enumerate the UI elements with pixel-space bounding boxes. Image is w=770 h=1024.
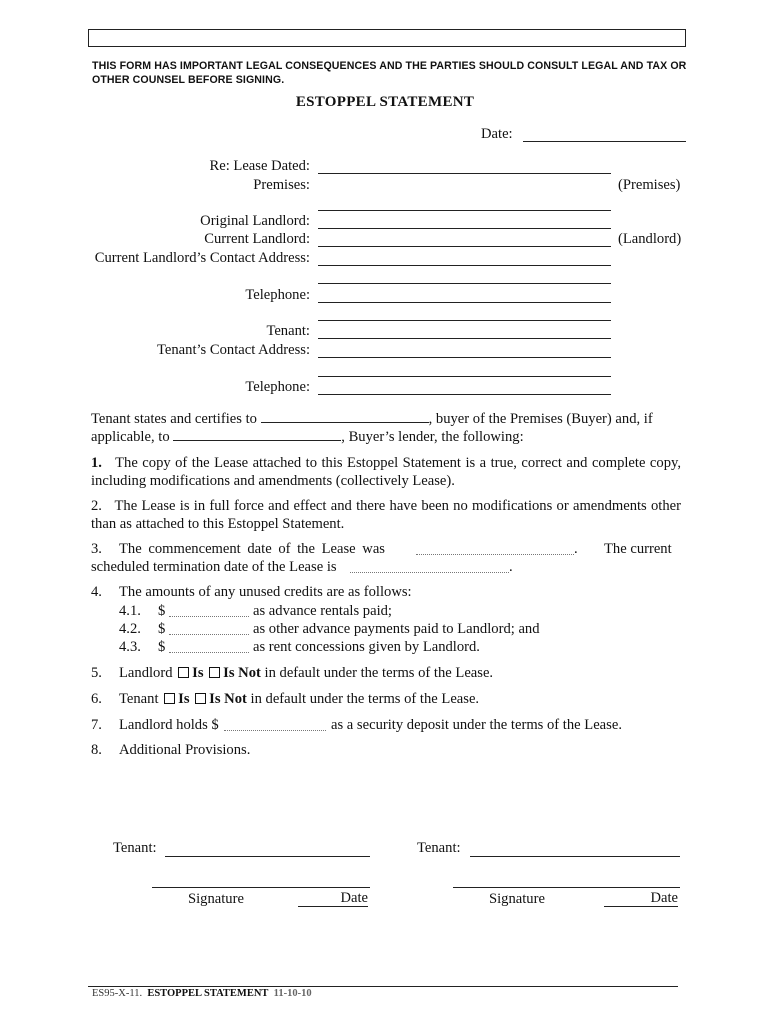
buyer-field[interactable]	[261, 422, 429, 423]
tenant-contact-label: Tenant’s Contact Address:	[157, 342, 310, 358]
lender-field[interactable]	[173, 440, 341, 441]
item-4-text: The amounts of any unused credits are as follows:	[119, 584, 412, 600]
intro-line-2	[91, 428, 524, 446]
item-6-number: 6.	[91, 691, 102, 707]
current-landlord-field[interactable]	[318, 246, 611, 247]
item-5-text-a: Landlord	[119, 665, 173, 681]
item-4-2-number: 4.2.	[119, 621, 141, 637]
intro-text-d: , Buyer’s lender, the following:	[341, 429, 524, 445]
item-5-is-not: Is Not	[223, 665, 261, 681]
tenant-contact-field[interactable]	[318, 357, 611, 358]
footer-divider	[88, 986, 678, 987]
intro-text-b: , buyer of the Premises (Buyer) and, if	[428, 411, 653, 427]
item-1-text: The copy of the Lease attached to this Estoppel Statement is a true, correct and complete copy, including modifications and amendments (collectively Lease).	[91, 455, 681, 489]
item-4-1-text: as advance rentals paid;	[253, 603, 392, 619]
date-field[interactable]	[523, 141, 686, 142]
tenant-field[interactable]	[318, 338, 611, 339]
item-5-is: Is	[192, 665, 204, 681]
signature-left-label: Signature	[188, 891, 244, 907]
footer-code: ES95-X-11.	[92, 988, 143, 999]
security-deposit-field[interactable]	[224, 717, 326, 731]
item-6-is: Is	[178, 691, 190, 707]
item-2	[91, 497, 681, 533]
tenant-contact-field-2[interactable]	[318, 376, 611, 377]
intro-text-a: Tenant states and certifies to	[91, 411, 257, 427]
page-title: ESTOPPEL STATEMENT	[295, 94, 475, 110]
signature-right-line[interactable]	[453, 887, 680, 888]
header-box	[88, 29, 686, 47]
item-3-text-c: The current	[604, 541, 672, 557]
intro-text-c: applicable, to	[91, 429, 170, 445]
item-6-text-b: in default under the terms of the Lease.	[250, 691, 480, 707]
signature-left-line[interactable]	[152, 887, 370, 888]
lease-dated-field[interactable]	[318, 173, 611, 174]
tenant-is-checkbox[interactable]	[164, 693, 175, 704]
premises-field[interactable]	[318, 210, 611, 211]
item-6-is-not: Is Not	[209, 691, 247, 707]
tenant-is-not-checkbox[interactable]	[195, 693, 206, 704]
tenant-left-label: Tenant:	[113, 840, 157, 856]
tenant-right-label: Tenant:	[417, 840, 461, 856]
landlord-contact-field-2[interactable]	[318, 283, 611, 284]
item-4-3-number: 4.3.	[119, 639, 141, 655]
item-1	[91, 454, 681, 490]
tenant-label: Tenant:	[266, 323, 310, 339]
item-2-text: The Lease is in full force and effect and there have been no modifications or amendments other than as attached to this Estoppel Statement.	[91, 498, 681, 532]
landlord-suffix: (Landlord)	[618, 231, 682, 247]
item-8-text: Additional Provisions.	[119, 742, 251, 758]
rent-concessions-field[interactable]	[169, 639, 249, 653]
landlord-telephone-field[interactable]	[318, 302, 611, 303]
lease-dated-label: Re: Lease Dated:	[209, 158, 310, 174]
item-4-2-dollar: $	[158, 621, 166, 637]
item-3-text-e: .	[509, 559, 513, 575]
date-label: Date:	[481, 126, 513, 142]
tenant-right-name-field[interactable]	[470, 856, 680, 857]
commencement-date-field[interactable]	[416, 541, 574, 555]
item-4-3-text: as rent concessions given by Landlord.	[253, 639, 480, 655]
termination-date-field[interactable]	[350, 559, 509, 573]
item-4-3-dollar: $	[158, 639, 166, 655]
signature-right-label: Signature	[489, 891, 545, 907]
item-7-number: 7.	[91, 717, 102, 733]
tenant-field-line[interactable]	[318, 320, 611, 321]
item-4-number: 4.	[91, 584, 102, 600]
advance-payments-field[interactable]	[169, 621, 249, 635]
tenant-telephone-label: Telephone:	[245, 379, 310, 395]
tenant-telephone-field[interactable]	[318, 394, 611, 395]
legal-warning: THIS FORM HAS IMPORTANT LEGAL CONSEQUENCES AND THE PARTIES SHOULD CONSULT LEGAL AND TAX OR OTHER COUNSEL BEFORE SIGNING.	[92, 60, 687, 86]
tenant-left-name-field[interactable]	[165, 856, 370, 857]
premises-label: Premises:	[253, 177, 310, 193]
item-8-number: 8.	[91, 742, 102, 758]
item-5-text-b: in default under the terms of the Lease.	[264, 665, 494, 681]
original-landlord-field[interactable]	[318, 228, 611, 229]
landlord-is-not-checkbox[interactable]	[209, 667, 220, 678]
current-landlord-label: Current Landlord:	[204, 231, 310, 247]
date-right-label: Date	[604, 890, 678, 907]
item-3-number: 3.	[91, 541, 102, 557]
footer	[92, 988, 312, 999]
footer-form-name: ESTOPPEL STATEMENT	[147, 988, 269, 999]
item-3-text-b: .	[574, 541, 578, 557]
item-1-number: 1.	[91, 455, 102, 471]
item-5-number: 5.	[91, 665, 102, 681]
item-3-text-a: The commencement date of the Lease was	[119, 541, 385, 557]
item-4-2-text: as other advance payments paid to Landlord; and	[253, 621, 540, 637]
intro-line-1	[91, 410, 653, 428]
footer-date: 11-10-10	[273, 988, 312, 999]
landlord-is-checkbox[interactable]	[178, 667, 189, 678]
item-3-text-d: scheduled termination date of the Lease is	[91, 559, 337, 575]
item-6-line	[119, 690, 479, 708]
date-left-label: Date	[298, 890, 368, 907]
premises-suffix: (Premises)	[618, 177, 681, 193]
landlord-telephone-label: Telephone:	[245, 287, 310, 303]
item-2-number: 2.	[91, 498, 102, 514]
item-4-1-dollar: $	[158, 603, 166, 619]
original-landlord-label: Original Landlord:	[200, 213, 310, 229]
item-5-line	[119, 664, 493, 682]
item-7-text-b: as a security deposit under the terms of the Lease.	[331, 717, 622, 733]
item-7-text-a: Landlord holds $	[119, 717, 219, 733]
advance-rentals-field[interactable]	[169, 603, 249, 617]
item-6-text-a: Tenant	[119, 691, 159, 707]
landlord-contact-field[interactable]	[318, 265, 611, 266]
item-4-1-number: 4.1.	[119, 603, 141, 619]
landlord-contact-label: Current Landlord’s Contact Address:	[94, 250, 310, 266]
